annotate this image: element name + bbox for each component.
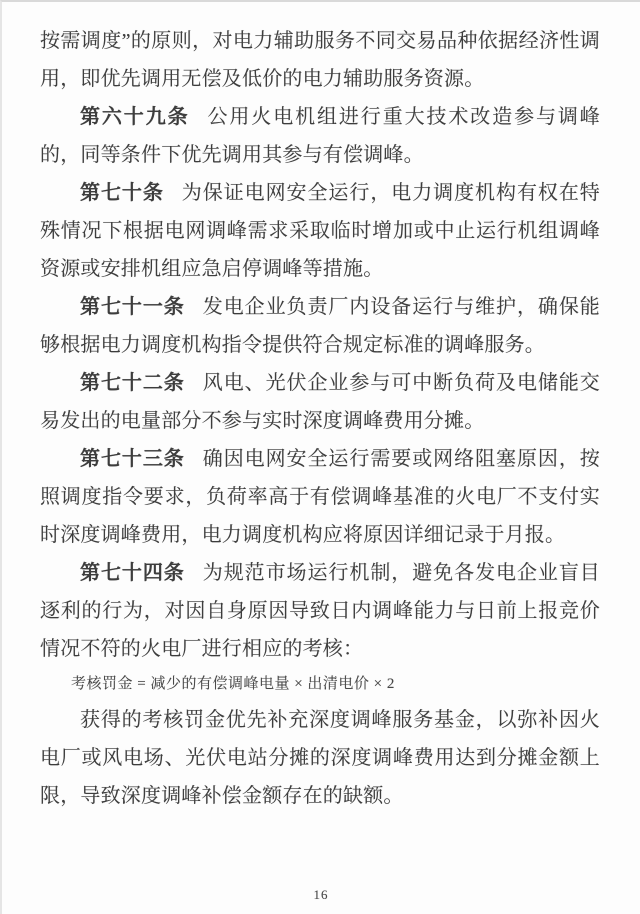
- article-heading: 第七十四条: [80, 562, 185, 584]
- article-heading: 第六十九条: [80, 106, 190, 128]
- article-72: [40, 364, 600, 440]
- article-text: 为保证电网安全运行，电力调度机构有权在特殊情况下根据电网调峰需求采取临时增加或中止运行机组调峰资源或安排机组应急启停调峰等措施。: [40, 182, 600, 280]
- article-heading: 第七十二条: [80, 372, 185, 394]
- article-71: [40, 288, 600, 364]
- article-text: 风电、光伏企业参与可中断负荷及电储能交易发出的电量部分不参与实时深度调峰费用分摊。: [40, 372, 601, 432]
- paragraph-text: 获得的考核罚金优先补充深度调峰服务基金，以弥补因火电厂或风电场、光伏电站分摊的深度调峰费用达到分摊金额上限，导致深度调峰补偿金额存在的缺额。: [40, 709, 600, 807]
- penalty-formula: 考核罚金 = 减少的有偿调峰电量 × 出清电价 × 2: [71, 676, 395, 692]
- article-74: [40, 554, 600, 668]
- article-text: 公用火电机组进行重大技术改造参与调峰的，同等条件下优先调用其参与有偿调峰。: [40, 106, 600, 166]
- article-text: 确因电网安全运行需要或网络阻塞原因，按照调度指令要求，负荷率高于有偿调峰基准的火电厂不支付实时深度调峰费用，电力调度机构应将原因详细记录于月报。: [40, 448, 601, 546]
- article-69: [40, 98, 600, 174]
- page-number: 16: [313, 887, 329, 902]
- article-70: [40, 174, 600, 288]
- article-73: [40, 440, 600, 554]
- paragraph-continuation: [40, 22, 600, 98]
- article-text: 为规范市场运行机制，避免各发电企业盲目逐利的行为，对因自身原因导致日内调峰能力与日前上报竞价情况不符的火电厂进行相应的考核：: [40, 562, 601, 660]
- article-heading: 第七十条: [80, 182, 164, 204]
- paragraph-text: 按需调度”的原则，对电力辅助服务不同交易品种依据经济性调用，即优先调用无偿及低价的电力辅助服务资源。: [40, 30, 600, 90]
- article-text: 发电企业负责厂内设备运行与维护，确保能够根据电力调度机构指令提供符合规定标准的调峰服务。: [40, 296, 601, 356]
- article-heading: 第七十三条: [80, 448, 185, 470]
- paragraph-fund-supplement: [40, 701, 600, 815]
- article-heading: 第七十一条: [80, 296, 185, 318]
- document-body: [2, 2, 640, 815]
